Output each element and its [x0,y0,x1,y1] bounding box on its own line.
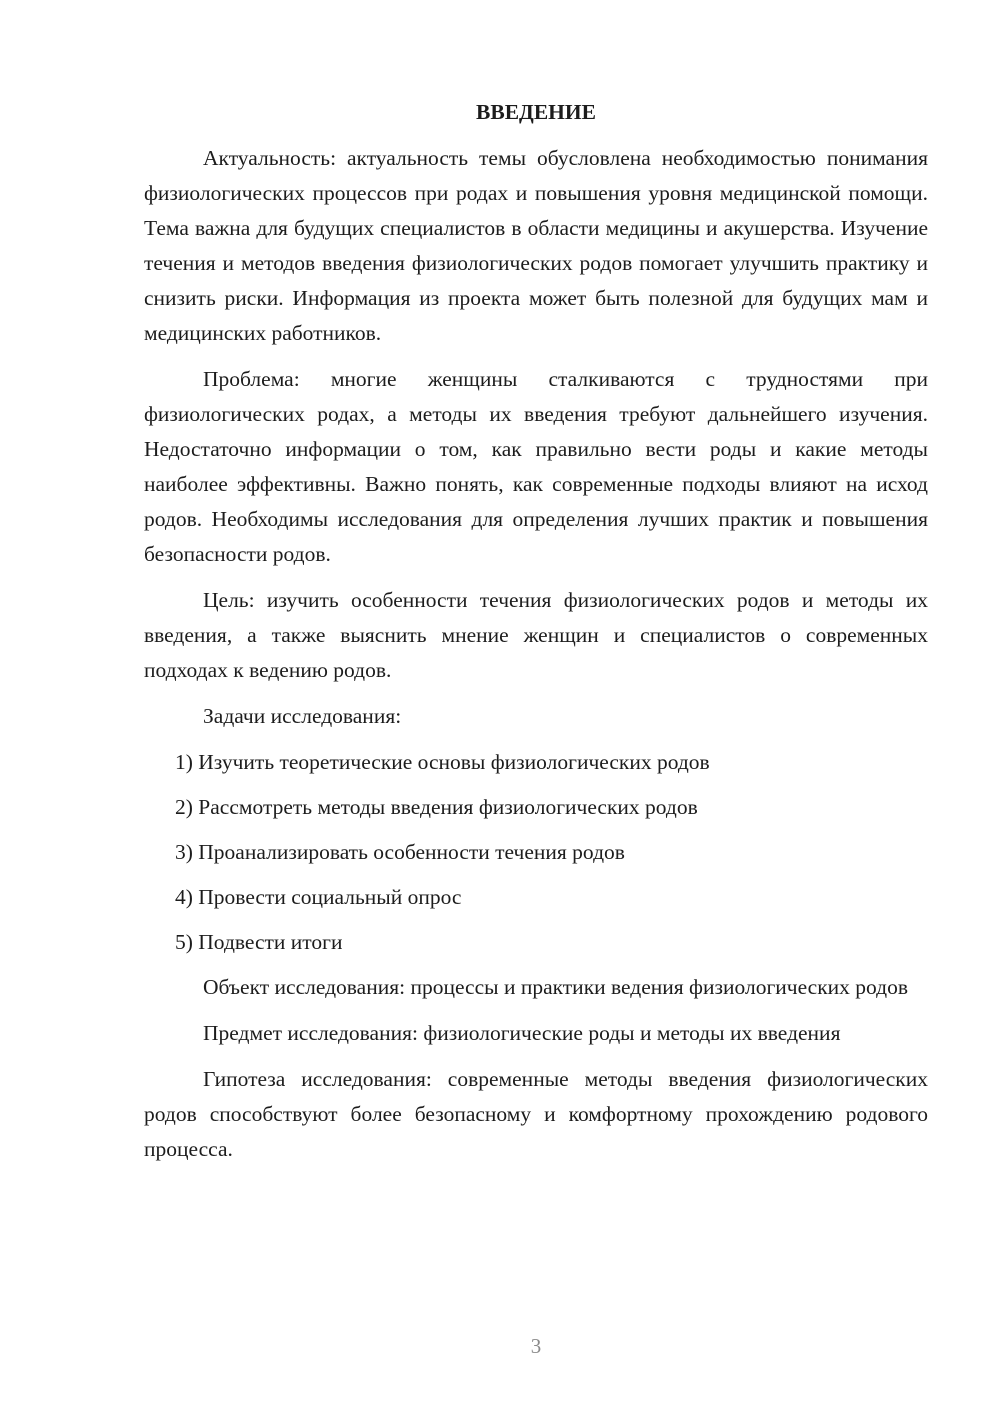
task-item: 1) Изучить теоретические основы физиологических родов [175,750,710,774]
paragraph-goal: Цель: изучить особенности течения физиологических родов и методы их введения, а также выяснить мнение женщин и специалистов о современных подходах к ведению родов. [144,588,928,682]
task-item: 5) Подвести итоги [175,930,343,954]
paragraph-research-object: Объект исследования: процессы и практики ведения физиологических родов [203,975,908,999]
tasks-title: Задачи исследования: [203,704,402,728]
task-item: 2) Рассмотреть методы введения физиологических родов [175,795,698,819]
paragraph-hypothesis: Гипотеза исследования: современные методы введения физиологических родов способствуют более безопасному и комфортному прохождению родового процесса. [144,1067,928,1161]
task-item: 3) Проанализировать особенности течения родов [175,840,625,864]
task-list [144,745,928,960]
page-content [144,95,928,1178]
task-item: 4) Провести социальный опрос [175,885,462,909]
paragraph-research-subject: Предмет исследования: физиологические роды и методы их введения [203,1021,841,1045]
paragraph-relevance: Актуальность: актуальность темы обусловлена необходимостью понимания физиологических процессов при родах и повышения уровня медицинской помощи. Тема важна для будущих специалистов в области медицины и акушерства. Изучение течения и методов введения физиологических родов помогает улучшить практику и снизить риски. Информация из проекта может быть полезной для будущих мам и медицинских работников. [144,146,928,345]
paragraph-problem: Проблема: многие женщины сталкиваются с трудностями при физиологических родах, а методы их введения требуют дальнейшего изучения. Недостаточно информации о том, как правильно вести роды и какие методы наиболее эффективны. Важно понять, как современные подходы влияют на исход родов. Необходимы исследования для определения лучших практик и повышения безопасности родов. [144,367,928,566]
page-number: 3 [530,1334,542,1358]
section-heading: ВВЕДЕНИЕ [476,100,596,124]
